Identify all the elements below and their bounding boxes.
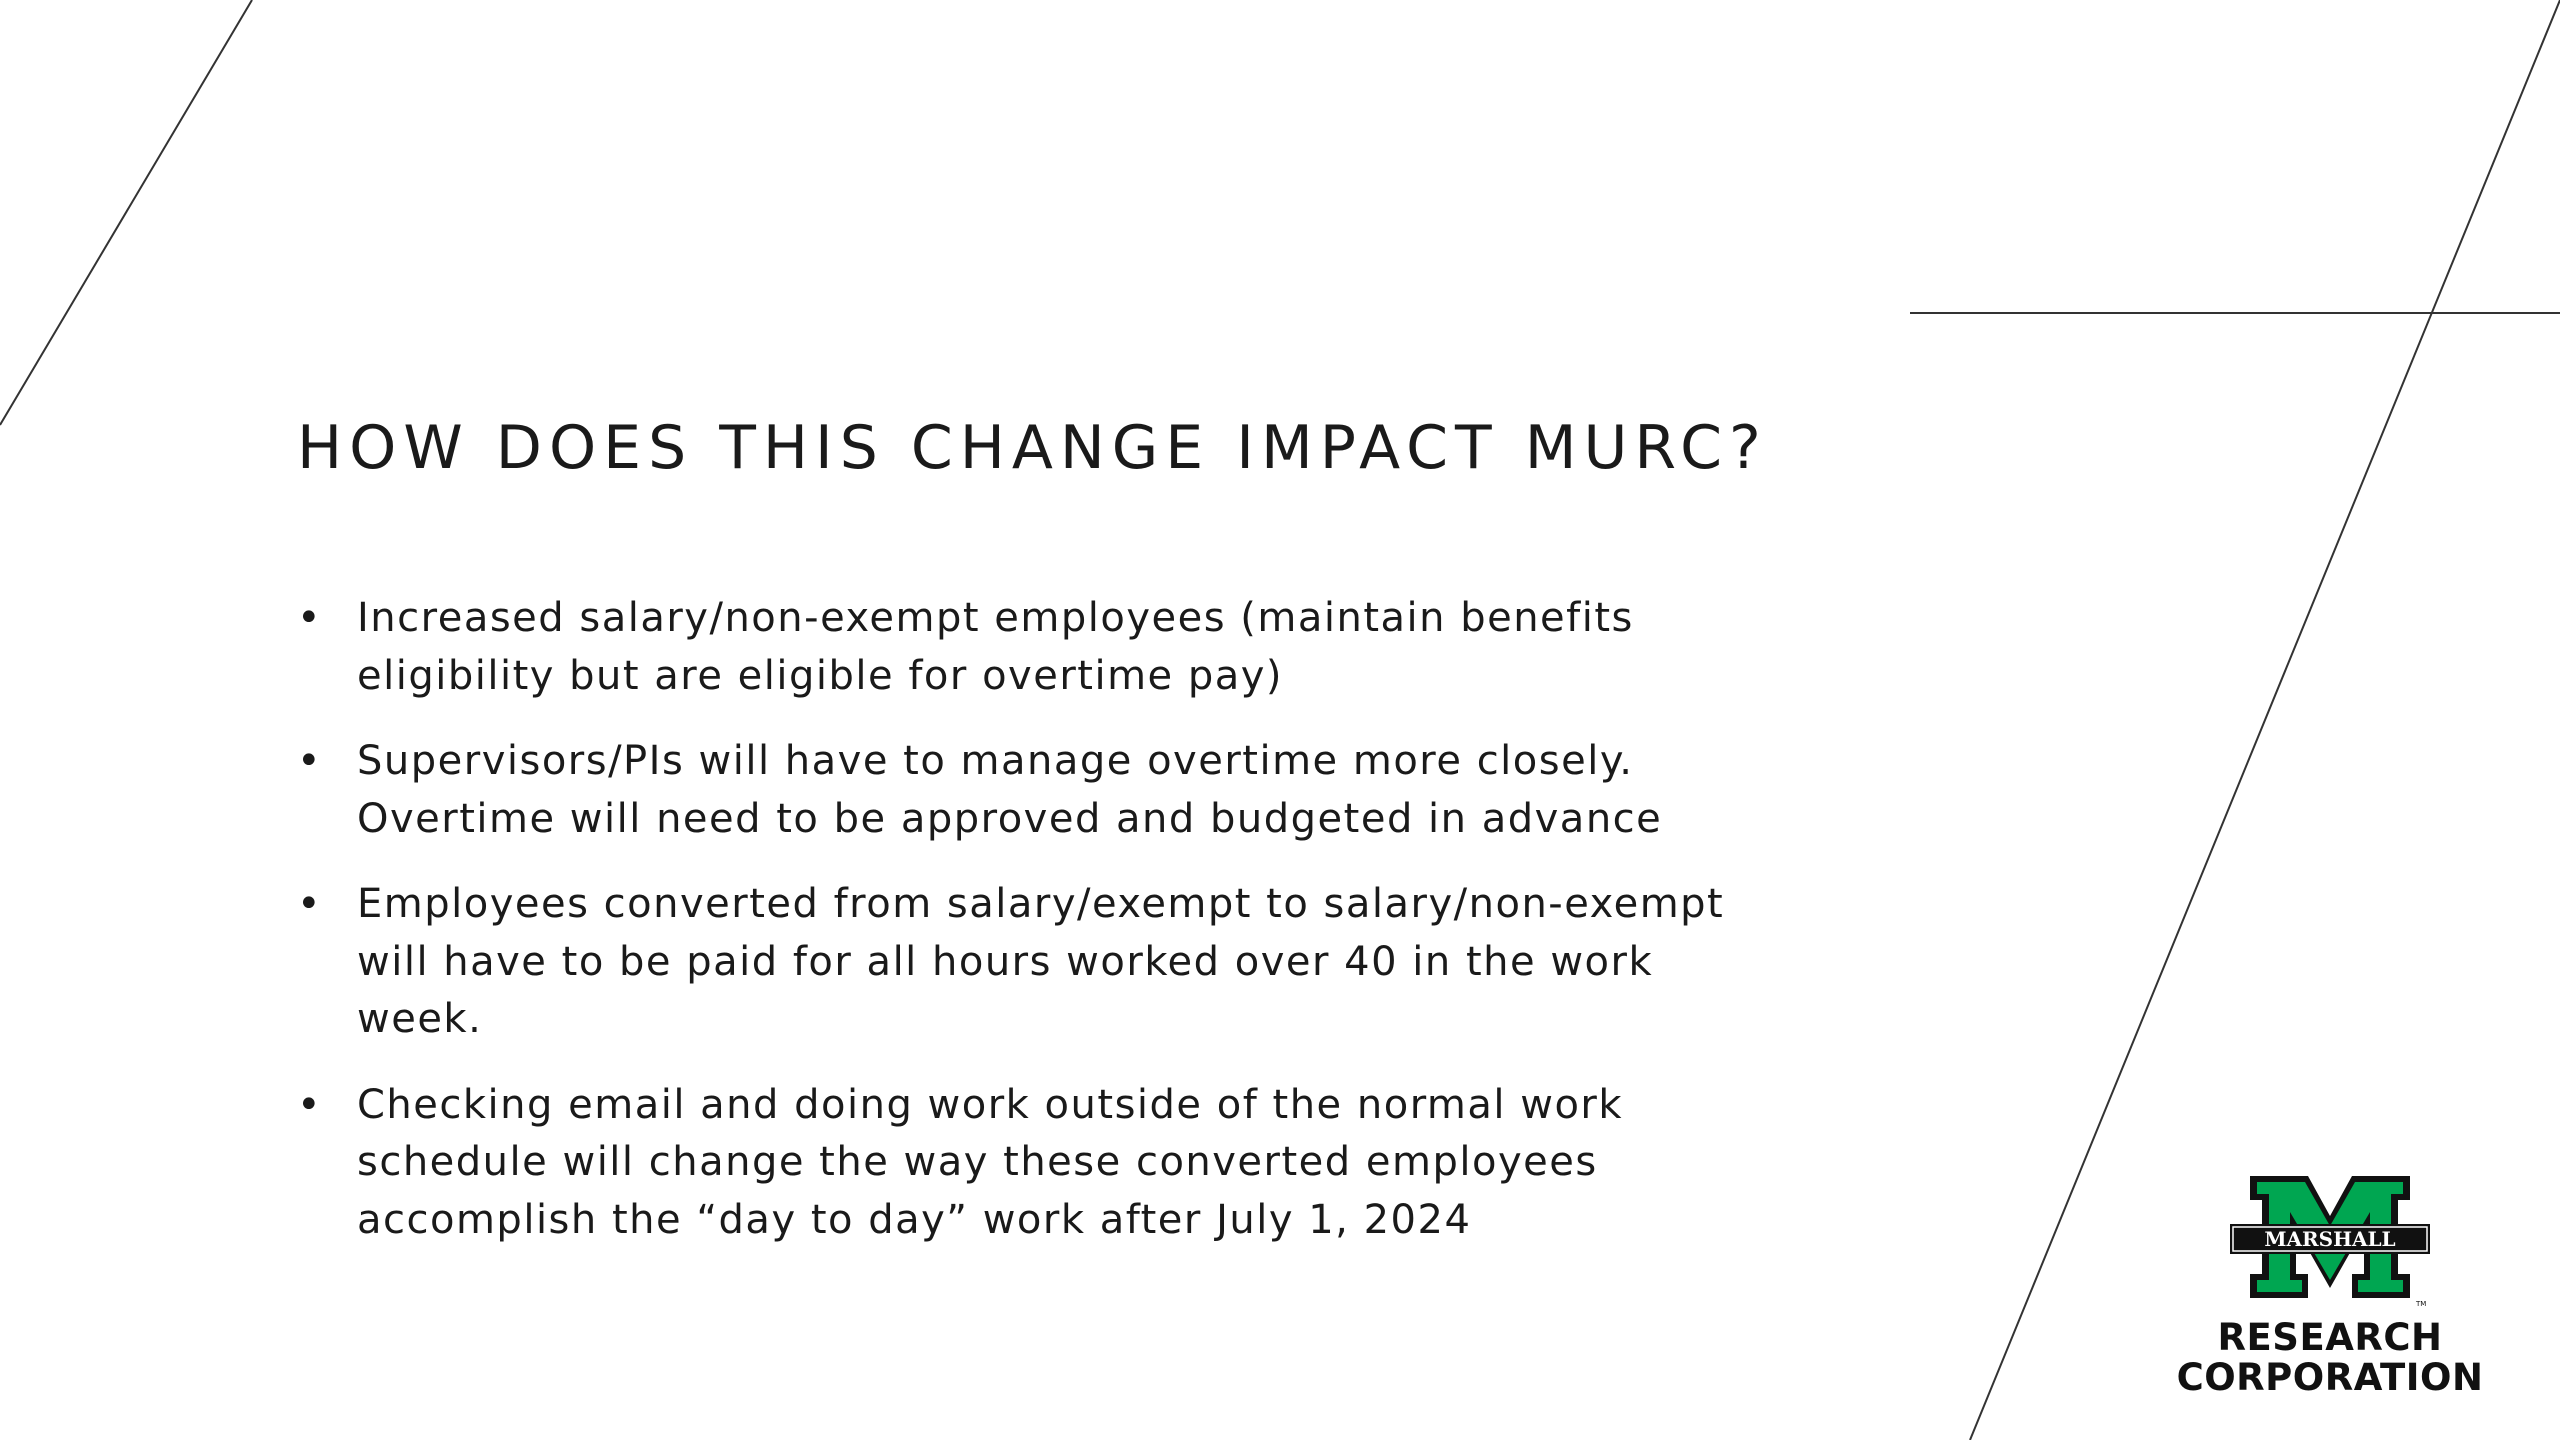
logo-line-corporation: CORPORATION xyxy=(2176,1356,2484,1399)
logo-line-research: RESEARCH xyxy=(2217,1316,2443,1359)
bullet-marker: • xyxy=(297,1081,323,1128)
bullet-text-line: schedule will change the way these converted employees xyxy=(357,1139,1598,1185)
bullet-text-line: accomplish the “day to day” work after July 1, 2024 xyxy=(357,1196,1472,1243)
bullet-item xyxy=(297,876,1797,1049)
slide-title: HOW DOES THIS CHANGE IMPACT MURC? xyxy=(297,413,1768,483)
bullet-item xyxy=(297,733,1797,848)
bullet-item xyxy=(297,590,1797,705)
bullet-text-line: Employees converted from salary/exempt to salary/non-exempt xyxy=(357,881,1725,927)
marshall-m-logo-icon xyxy=(2230,1170,2430,1310)
bullet-text-line: Checking email and doing work outside of the normal work xyxy=(357,1081,1624,1128)
bullet-text-line: Overtime will need to be approved and budgeted in advance xyxy=(357,795,1663,842)
bullet-marker: • xyxy=(297,595,323,641)
bullet-text-line: Increased salary/non-exempt employees (maintain benefits xyxy=(357,595,1634,641)
logo-wordmark: MARSHALL xyxy=(2264,1227,2396,1251)
bullet-marker: • xyxy=(297,738,323,784)
bullet-list xyxy=(297,590,1797,1277)
bullet-text-line: will have to be paid for all hours worked over 40 in the work xyxy=(357,938,1654,985)
bullet-marker: • xyxy=(297,881,323,927)
marshall-research-corporation-logo xyxy=(2170,1170,2490,1410)
bullet-item xyxy=(297,1077,1797,1250)
bullet-text-line: eligibility but are eligible for overtime pay) xyxy=(357,652,1284,699)
bullet-text-line: week. xyxy=(357,996,483,1042)
decorative-line-top-left xyxy=(0,0,252,425)
bullet-text-line: Supervisors/PIs will have to manage overtime more closely. xyxy=(357,738,1634,784)
logo-trademark: TM xyxy=(2416,1300,2427,1308)
